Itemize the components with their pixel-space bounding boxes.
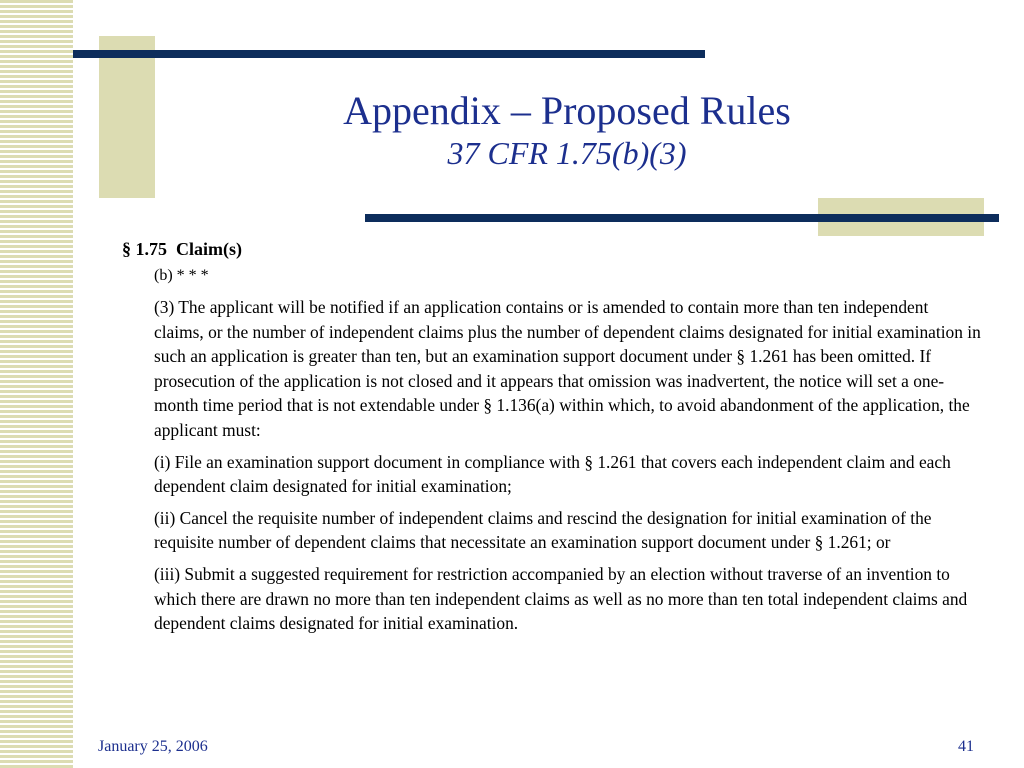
left-stripe-decoration — [0, 0, 73, 768]
paragraph-iii: (iii) Submit a suggested requirement for restriction accompanied by an election without traverse of an invention to which there are drawn no more than ten independent claims as well as no more than ten total independent claims and dependent claims designated for initial examination. — [154, 563, 968, 634]
footer-date: January 25, 2006 — [98, 738, 208, 755]
navy-rule-top — [73, 50, 705, 58]
slide-subtitle: 37 CFR 1.75(b)(3) — [447, 135, 687, 171]
navy-rule-bottom — [365, 214, 999, 222]
paragraph-i: (i) File an examination support document in compliance with § 1.261 that covers each independent claim and each dependent claim designated for initial examination; — [154, 451, 951, 497]
paragraph-3: (3) The applicant will be notified if an application contains or is amended to contain more than ten independent claims, or the number of independent claims plus the number of dependent claims designated for initial examination in such an application is greater than ten, but an examination support document under § 1.261 has been omitted. If prosecution of the application is not closed and it appears that omission was inadvertent, the notice will set a one-month time period that is not extendable under § 1.136(a) within which, to avoid abandonment of the application, the applicant must: — [154, 297, 981, 440]
section-number: § 1.75 — [122, 239, 167, 259]
paragraph-ii: (ii) Cancel the requisite number of independent claims and rescind the designation for initial examination of the requisite number of dependent claims that necessitate an examination support document under § 1.261; or — [154, 507, 932, 553]
slide-title: Appendix – Proposed Rules — [343, 88, 791, 133]
paragraph-b: (b) * * * — [154, 267, 209, 284]
tan-accent-block-top — [99, 36, 155, 198]
page-number: 41 — [958, 738, 974, 755]
slide-body — [122, 238, 982, 643]
section-title: Claim(s) — [167, 239, 242, 259]
section-heading — [122, 238, 982, 260]
